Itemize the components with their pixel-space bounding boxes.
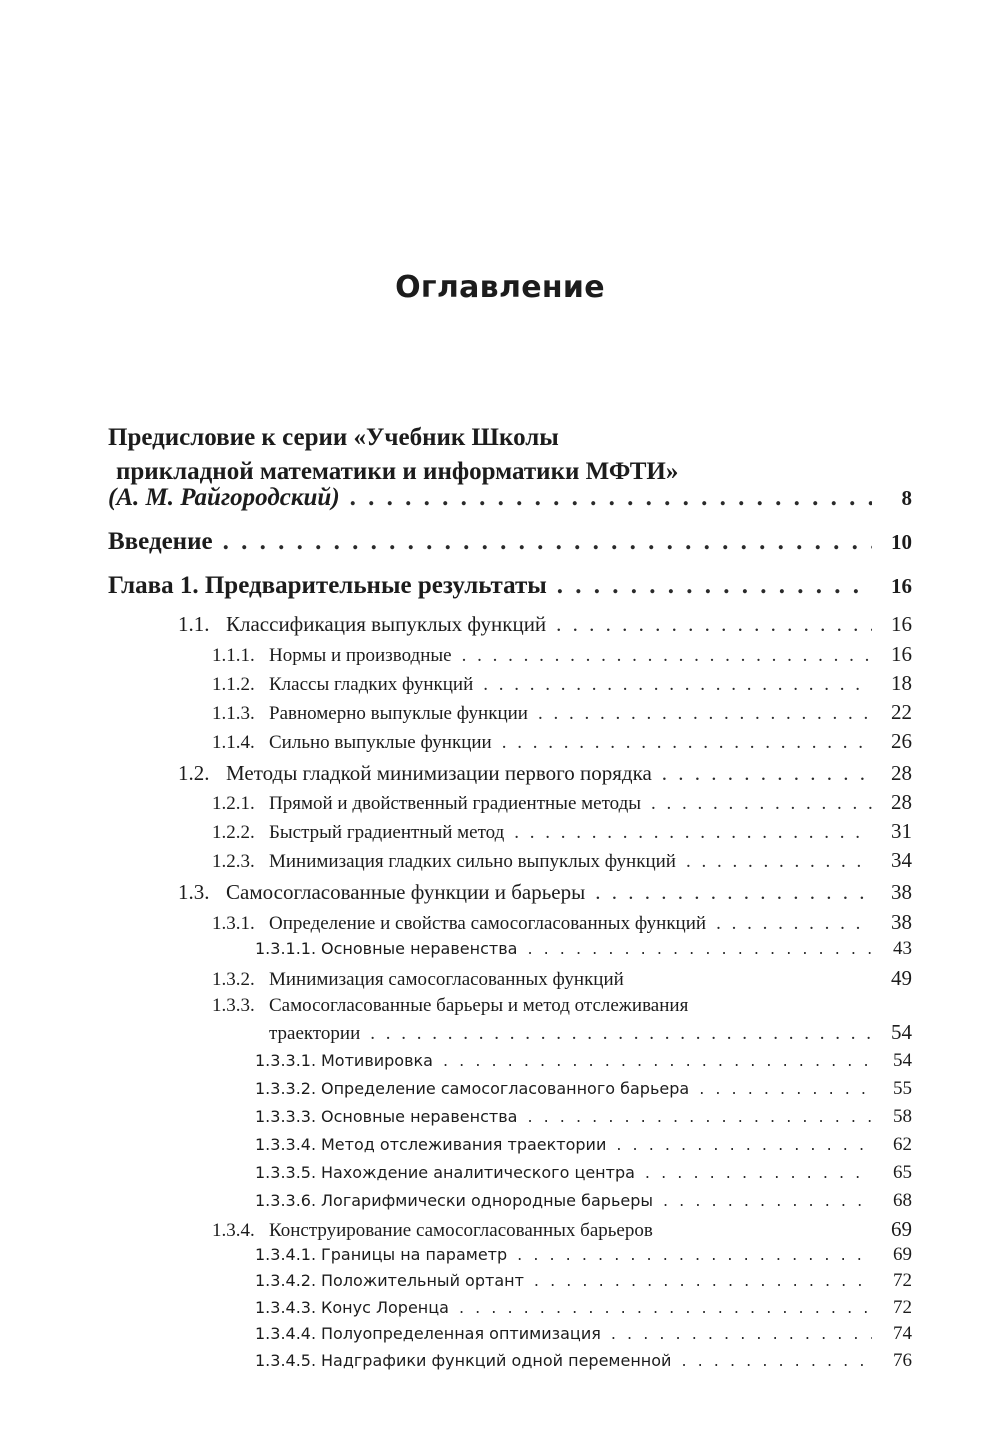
section-number: 1.3.3.3. xyxy=(255,1107,317,1126)
toc-subsection-1-1-2[interactable] xyxy=(212,671,912,696)
page-number: 16 xyxy=(891,612,912,636)
page-number: 28 xyxy=(891,790,912,814)
toc-preface-line1[interactable]: Предисловие к серии «Учебник Школы xyxy=(108,424,559,451)
toc-entry-text: Сильно выпуклые функции xyxy=(269,732,492,753)
toc-subsubsection-1-3-4-2[interactable] xyxy=(255,1270,912,1292)
toc-subsection-1-3-2[interactable] xyxy=(212,966,912,991)
leader-dots xyxy=(370,1023,872,1045)
toc-subsection-1-3-3-title[interactable] xyxy=(212,995,688,1017)
page-number: 69 xyxy=(893,1244,912,1265)
leader-dots xyxy=(663,1191,872,1210)
page-number: 16 xyxy=(891,642,912,666)
toc-entry-text: Минимизация самосогласованных функций xyxy=(269,969,624,990)
toc-entry-text: Быстрый градиентный метод xyxy=(269,822,505,843)
leader-dots xyxy=(502,732,872,754)
page-number: 58 xyxy=(893,1106,912,1127)
toc-entry-text: Надграфики функций одной переменной xyxy=(321,1351,672,1370)
toc-subsubsection-1-3-3-3[interactable] xyxy=(255,1106,912,1128)
section-number: 1.3.3. xyxy=(212,995,255,1016)
page-number: 72 xyxy=(893,1297,912,1318)
toc-entry-text: Границы на параметр xyxy=(321,1245,508,1264)
toc-entry-text: Классы гладких функций xyxy=(269,674,474,695)
leader-dots xyxy=(595,880,872,905)
toc-subsection-1-1-4[interactable] xyxy=(212,729,912,754)
page-number: 68 xyxy=(893,1190,912,1211)
section-number: 1.3.4. xyxy=(212,1220,255,1241)
section-number: 1.3.2. xyxy=(212,969,255,990)
toc-subsubsection-1-3-4-4[interactable] xyxy=(255,1323,912,1345)
leader-dots xyxy=(527,939,872,958)
toc-subsection-1-3-4[interactable] xyxy=(212,1217,912,1242)
toc-entry-text: Нормы и производные xyxy=(269,645,452,666)
toc-subsubsection-1-3-3-5[interactable] xyxy=(255,1162,912,1184)
page-number: 69 xyxy=(891,1217,912,1241)
toc-subsubsection-1-3-4-5[interactable] xyxy=(255,1350,912,1372)
leader-dots xyxy=(645,1163,872,1182)
leader-dots xyxy=(443,1051,872,1070)
leader-dots xyxy=(462,645,872,667)
toc-entry-text: Равномерно выпуклые функции xyxy=(269,703,528,724)
section-number: 1.3.3.5. xyxy=(255,1163,317,1182)
section-number: 1.2.1. xyxy=(212,793,255,814)
toc-entry-text: Логарифмически однородные барьеры xyxy=(321,1191,653,1210)
toc-subsubsection-1-3-3-6[interactable] xyxy=(255,1190,912,1212)
section-number: 1.1.2. xyxy=(212,674,255,695)
page-number: 18 xyxy=(891,671,912,695)
toc-entry-text: Определение и свойства самосогласованных функций xyxy=(269,913,707,934)
toc-entry-text: Классификация выпуклых функций xyxy=(226,612,547,636)
page-number: 72 xyxy=(893,1270,912,1291)
page-number: 31 xyxy=(891,819,912,843)
toc-entry-text: Нахождение аналитического центра xyxy=(321,1163,635,1182)
section-number: 1.1.1. xyxy=(212,645,255,666)
leader-dots xyxy=(686,851,872,873)
toc-subsection-1-2-3[interactable] xyxy=(212,848,912,873)
toc-section-1-3[interactable] xyxy=(178,880,912,905)
section-number: 1.3.3.6. xyxy=(255,1191,317,1210)
leader-dots xyxy=(557,572,872,600)
page-number: 28 xyxy=(891,761,912,785)
section-number: 1.3.4.2. xyxy=(255,1271,317,1290)
toc-entry-text: Определение самосогласованного барьера xyxy=(321,1079,690,1098)
toc-entry-text: Самосогласованные барьеры и метод отслеживания xyxy=(269,995,689,1016)
leader-dots xyxy=(517,1245,872,1264)
leader-dots xyxy=(699,1079,872,1098)
toc-entry-text: Положительный ортант xyxy=(321,1271,524,1290)
section-number: 1.3.1.1. xyxy=(255,939,317,958)
leader-dots xyxy=(538,703,872,725)
section-number: 1.3.1. xyxy=(212,913,255,934)
leader-dots xyxy=(716,913,872,935)
toc-entry-text: Конус Лоренца xyxy=(321,1298,449,1317)
page-number: 55 xyxy=(893,1078,912,1099)
toc-preface-line3: (А. М. Райгородский) xyxy=(108,484,340,511)
toc-preface-line2[interactable]: прикладной математики и информатики МФТИ» xyxy=(116,458,679,485)
page-number: 62 xyxy=(893,1134,912,1155)
page-number: 22 xyxy=(891,700,912,724)
toc-subsection-1-1-1[interactable] xyxy=(212,642,912,667)
page-number: 38 xyxy=(891,910,912,934)
section-number: 1.3.3.1. xyxy=(255,1051,317,1070)
toc-section-1-1[interactable] xyxy=(178,612,912,637)
toc-subsubsection-1-3-4-1[interactable] xyxy=(255,1244,912,1266)
page-number: 38 xyxy=(891,880,912,904)
section-number: 1.1. xyxy=(178,612,210,636)
toc-subsection-1-2-2[interactable] xyxy=(212,819,912,844)
leader-dots xyxy=(514,822,872,844)
toc-entry-text: Методы гладкой минимизации первого порядка xyxy=(226,761,652,785)
toc-entry-text: Полуопределенная оптимизация xyxy=(321,1324,601,1343)
toc-subsection-1-3-1[interactable] xyxy=(212,910,912,935)
page-number: 34 xyxy=(891,848,912,872)
toc-entry-text: траектории xyxy=(269,1023,361,1044)
page-number: 16 xyxy=(891,574,912,598)
section-number: 1.3.4.1. xyxy=(255,1245,317,1264)
toc-chapter-1[interactable] xyxy=(108,572,912,600)
toc-entry-text: Минимизация гладких сильно выпуклых функций xyxy=(269,851,676,872)
section-number: 1.3.4.5. xyxy=(255,1351,317,1370)
toc-subsection-1-3-3[interactable] xyxy=(269,1020,912,1045)
toc-entry-text: Самосогласованные функции и барьеры xyxy=(226,880,586,904)
toc-entry-text: Основные неравенства xyxy=(321,1107,518,1126)
toc-entry-text: Основные неравенства xyxy=(321,939,518,958)
page-number: 8 xyxy=(901,486,912,510)
toc-subsubsection-1-3-3-2[interactable] xyxy=(255,1078,912,1100)
page-number: 10 xyxy=(891,530,912,554)
section-number: 1.3.3.4. xyxy=(255,1135,317,1154)
page-number: 54 xyxy=(893,1050,912,1071)
section-number: 1.2.2. xyxy=(212,822,255,843)
toc-entry-text: Введение xyxy=(108,528,213,555)
toc-entry-text: Прямой и двойственный градиентные методы xyxy=(269,793,642,814)
toc-subsection-1-1-3[interactable] xyxy=(212,700,912,725)
toc-subsubsection-1-3-1-1[interactable] xyxy=(255,938,912,960)
section-number: 1.3.4.3. xyxy=(255,1298,317,1317)
toc-subsubsection-1-3-3-1[interactable] xyxy=(255,1050,912,1072)
toc-section-1-2[interactable] xyxy=(178,761,912,786)
page-number: 76 xyxy=(893,1350,912,1371)
leader-dots xyxy=(459,1298,872,1317)
toc-intro[interactable] xyxy=(108,528,912,556)
page-number: 43 xyxy=(893,938,912,959)
page-number: 49 xyxy=(891,966,912,990)
toc-entry-text: Метод отслеживания траектории xyxy=(321,1135,607,1154)
toc-preface[interactable] xyxy=(108,484,912,512)
leader-dots xyxy=(681,1351,872,1370)
leader-dots xyxy=(534,1271,872,1290)
toc-entry-text: Мотивировка xyxy=(321,1051,433,1070)
section-number: 1.1.3. xyxy=(212,703,255,724)
section-number: 1.1.4. xyxy=(212,732,255,753)
section-number: 1.3.3.2. xyxy=(255,1079,317,1098)
page-number: 65 xyxy=(893,1162,912,1183)
leader-dots xyxy=(527,1107,872,1126)
page-title: Оглавление xyxy=(395,270,605,305)
section-number: 1.2.3. xyxy=(212,851,255,872)
leader-dots xyxy=(662,761,872,786)
leader-dots xyxy=(611,1324,872,1343)
section-number: 1.3. xyxy=(178,880,210,904)
leader-dots xyxy=(483,674,872,696)
toc-entry-text: Конструирование самосогласованных барьеров xyxy=(269,1220,653,1241)
toc-entry-text: Глава 1. Предварительные результаты xyxy=(108,572,547,599)
toc-subsubsection-1-3-4-3[interactable] xyxy=(255,1297,912,1319)
leader-dots xyxy=(556,612,872,637)
section-number: 1.2. xyxy=(178,761,210,785)
leader-dots xyxy=(350,484,872,512)
toc-subsubsection-1-3-3-4[interactable] xyxy=(255,1134,912,1156)
section-number: 1.3.4.4. xyxy=(255,1324,317,1343)
page-number: 74 xyxy=(893,1323,912,1344)
toc-subsection-1-2-1[interactable] xyxy=(212,790,912,815)
leader-dots xyxy=(616,1135,872,1154)
page-number: 26 xyxy=(891,729,912,753)
leader-dots xyxy=(651,793,872,815)
page-number: 54 xyxy=(891,1020,912,1044)
leader-dots xyxy=(223,528,872,556)
